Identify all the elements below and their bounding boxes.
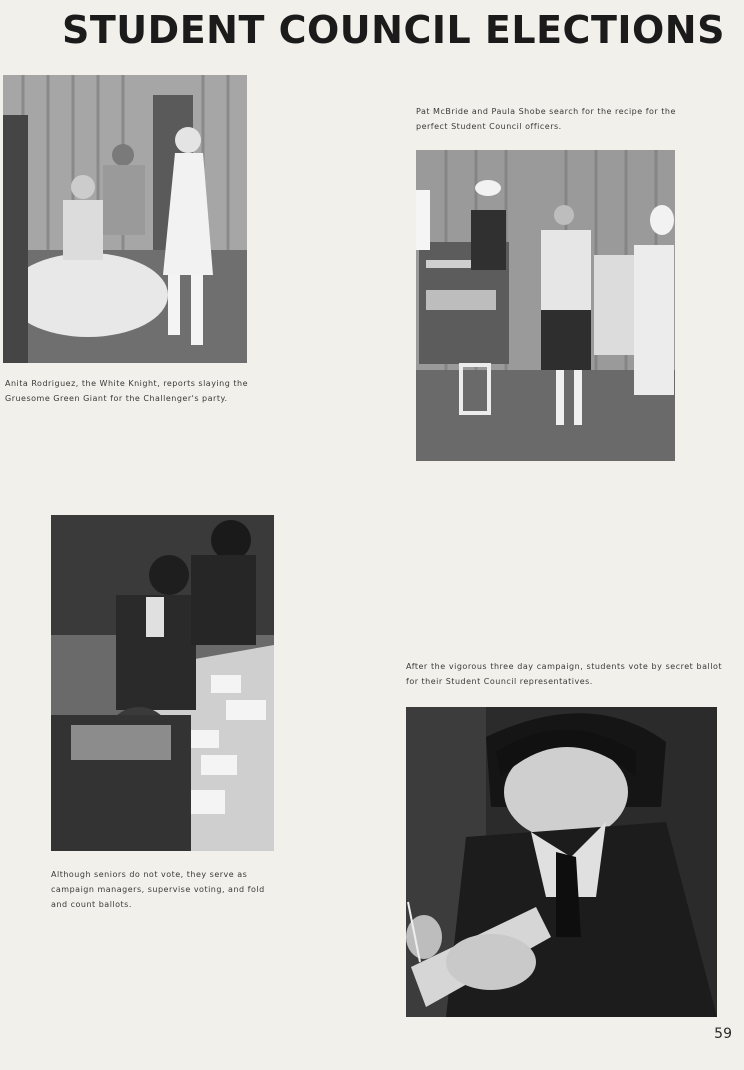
voting-caption: After the vigorous three day campaign, students vote by secret ballot for their Student Council representatives. xyxy=(406,662,722,686)
voter-photo xyxy=(406,707,717,1017)
seniors-caption: Although seniors do not vote, they serve as campaign managers, supervise voting, and fold and count ballots. xyxy=(51,870,265,909)
page-title: STUDENT COUNCIL ELECTIONS xyxy=(62,8,725,52)
white-knight-caption: Anita Rodriguez, the White Knight, reports slaying the Gruesome Green Giant for the Challenger's party. xyxy=(5,379,248,403)
chefs-caption: Pat McBride and Paula Shobe search for the recipe for the perfect Student Council officers. xyxy=(416,107,676,131)
ballots-photo xyxy=(51,515,274,851)
page-number: 59 xyxy=(714,1026,732,1042)
white-knight-photo xyxy=(3,75,247,363)
chefs-photo xyxy=(416,150,675,461)
